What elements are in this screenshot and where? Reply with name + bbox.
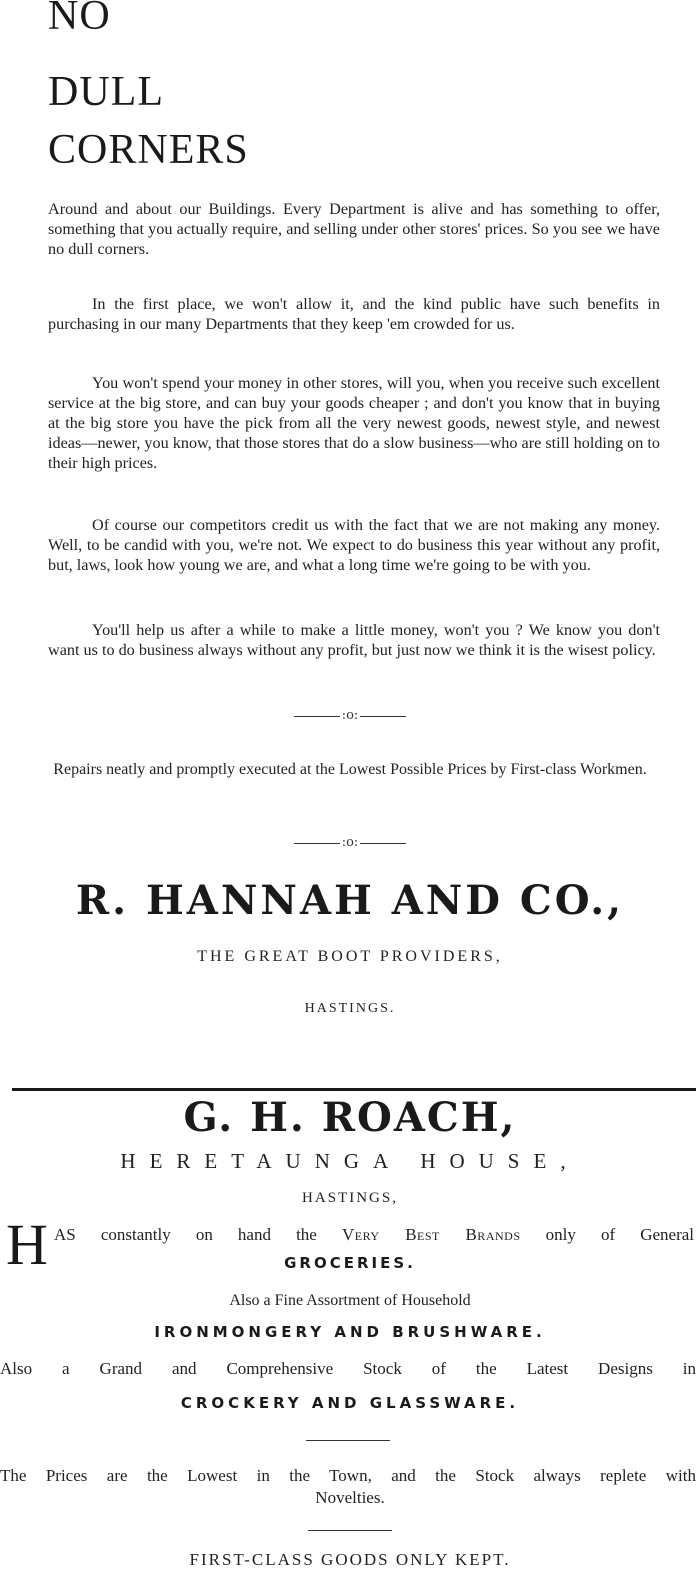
headline-line-2: DULL: [48, 69, 164, 115]
body-paragraph-5: You'll help us after a while to make a little money, won't you ? We know you don't want us to do business always without any profit, but just now we think it is the wisest policy.: [48, 621, 660, 659]
body-paragraph-4: Of course our competitors credit us with the fact that we are not making any money. Well, to be candid with you, we're not. We expect to do business this year without any profit, but, laws, look how young we are, and what a long time we're going to be with you.: [48, 516, 660, 574]
ornament-divider: [0, 709, 700, 724]
prices-line-1: The Prices are the Lowest in the Town, and the Stock always replete with: [0, 1466, 696, 1485]
merchant-name: G. H. ROACH,: [183, 1094, 517, 1141]
ornament-divider: [0, 836, 700, 851]
body-paragraph-1: Around and about our Buildings. Every Department is alive and has something to offer, something that you actually require, and selling under other stores' prices. So you see we have no dull corners.: [48, 200, 660, 258]
groceries-heading: GROCERIES.: [284, 1254, 416, 1272]
closing-line: FIRST-CLASS GOODS ONLY KEPT.: [189, 1550, 511, 1569]
crockery-heading: CROCKERY AND GLASSWARE.: [180, 1394, 520, 1412]
headline-line-1: NO: [48, 0, 111, 39]
ironmongery-heading: IRONMONGERY AND BRUSHWARE.: [154, 1323, 546, 1341]
store-location: HASTINGS,: [302, 1190, 398, 1206]
ornament-glyph: :o:: [341, 835, 359, 850]
company-name: R. HANNAH AND CO.,: [75, 877, 625, 924]
ornament-glyph: :o:: [341, 708, 359, 723]
store-name: HERETAUNGA HOUSE,: [120, 1149, 580, 1173]
designs-line: Also a Grand and Comprehensive Stock of the Latest Designs in: [0, 1359, 696, 1378]
section-divider: [12, 1088, 696, 1091]
repairs-notice: Repairs neatly and promptly executed at the Lowest Possible Prices by First-class Workmen.: [53, 761, 647, 778]
body-paragraph-3: You won't spend your money in other stores, will you, when you receive such excellent service at the big store, and can buy your goods cheaper ; and don't you know that in buying at the big store you have the pick from all the very newest goods, newest style, and newest ideas—newer, you know, that those stores that do a slow business—who are still holding on to their high prices.: [48, 374, 660, 472]
prices-line-2: Novelties.: [315, 1488, 385, 1507]
stock-statement-suffix: only of General: [520, 1225, 695, 1244]
household-line: Also a Fine Assortment of Household: [229, 1292, 471, 1309]
company-location: HASTINGS.: [304, 1001, 396, 1016]
body-paragraph-2: In the first place, we won't allow it, and the kind public have such benefits in purchasing in our many Departments that they keep 'em crowded for us.: [48, 295, 660, 333]
stock-statement-prefix: AS constantly on hand the: [54, 1225, 342, 1244]
prices-statement: [0, 1465, 700, 1509]
stock-statement: [54, 1224, 694, 1246]
stock-statement-brands: Very Best Brands: [341, 1225, 521, 1244]
company-tagline: THE GREAT BOOT PROVIDERS,: [197, 948, 503, 965]
headline-line-3: CORNERS: [48, 127, 249, 173]
short-divider: [308, 1530, 392, 1531]
drop-cap: H: [6, 1212, 48, 1277]
short-divider: [306, 1440, 390, 1441]
